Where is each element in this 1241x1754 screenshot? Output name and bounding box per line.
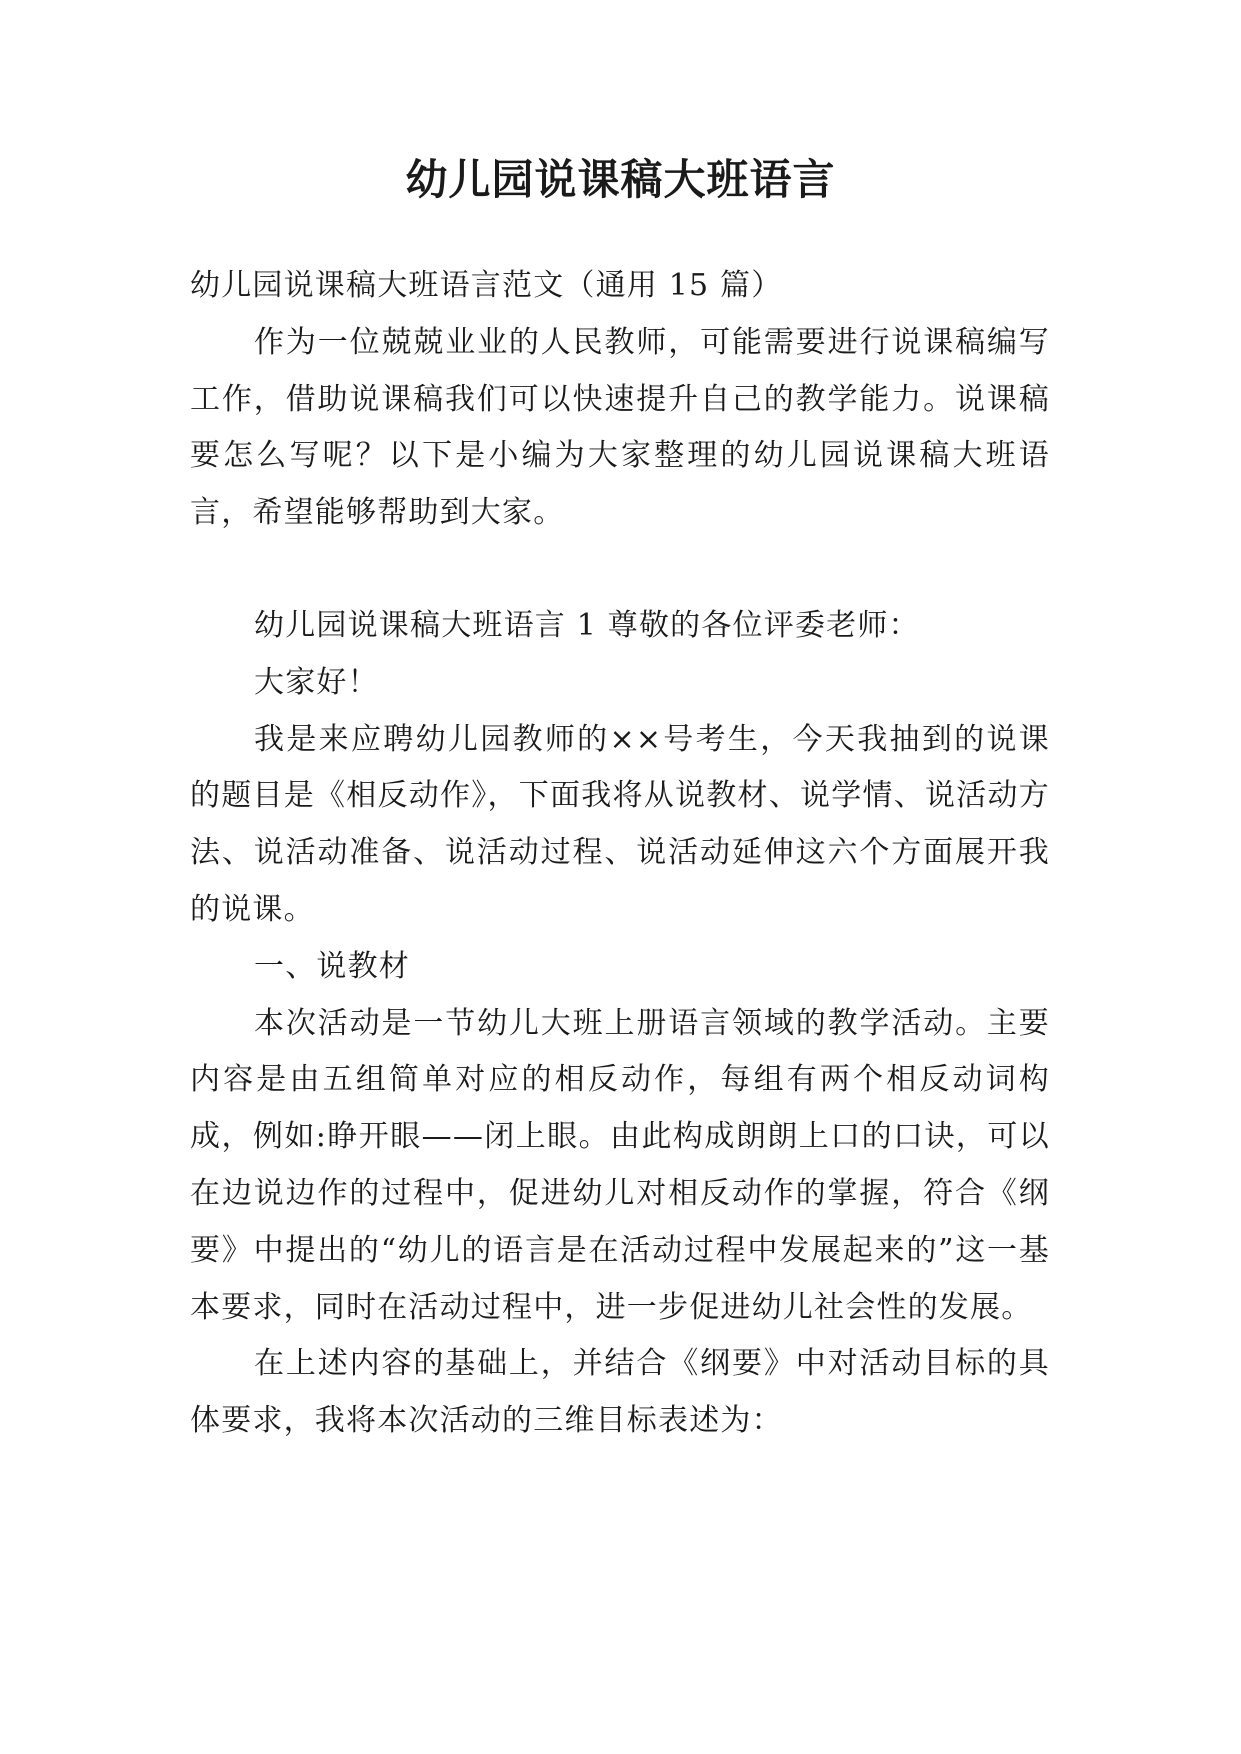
material-paragraph: 本次活动是一节幼儿大班上册语言领域的教学活动。主要内容是由五组简单对应的相反动作，每组有两个相反动词构成，例如:睁开眼——闭上眼。由此构成朗朗上口的口诀，可以在边说边作的过程中，促进幼儿对相反动作的掌握，符合《纲要》中提出的“幼儿的语言是在活动过程中发展起来的”这一基本要求，同时在活动过程中，进一步促进幼儿社会性的发展。 <box>190 1005 1050 1325</box>
goals-paragraph: 在上述内容的基础上，并结合《纲要》中对活动目标的具体要求，我将本次活动的三维目标表述为： <box>190 1346 1050 1439</box>
document-title: 幼儿园说课稿大班语言 <box>405 155 836 204</box>
self-intro-paragraph: 我是来应聘幼儿园教师的××号考生，今天我抽到的说课的题目是《相反动作》，下面我将从说教材、说学情、说活动方法、说活动准备、说活动过程、说活动延伸这六个方面展开我的说课。 <box>190 721 1050 927</box>
heading-material: 一、说教材 <box>254 948 410 984</box>
intro-paragraph: 作为一位兢兢业业的人民教师，可能需要进行说课稿编写工作，借助说课稿我们可以快速提升自己的教学能力。说课稿要怎么写呢？以下是小编为大家整理的幼儿园说课稿大班语言，希望能够帮助到大家。 <box>190 324 1050 531</box>
section-heading: 幼儿园说课稿大班语言 1 尊敬的各位评委老师： <box>254 607 920 643</box>
greeting-line: 大家好！ <box>254 664 379 700</box>
document-subtitle: 幼儿园说课稿大班语言范文（通用 15 篇） <box>190 268 783 303</box>
document-body <box>190 258 1050 1450</box>
